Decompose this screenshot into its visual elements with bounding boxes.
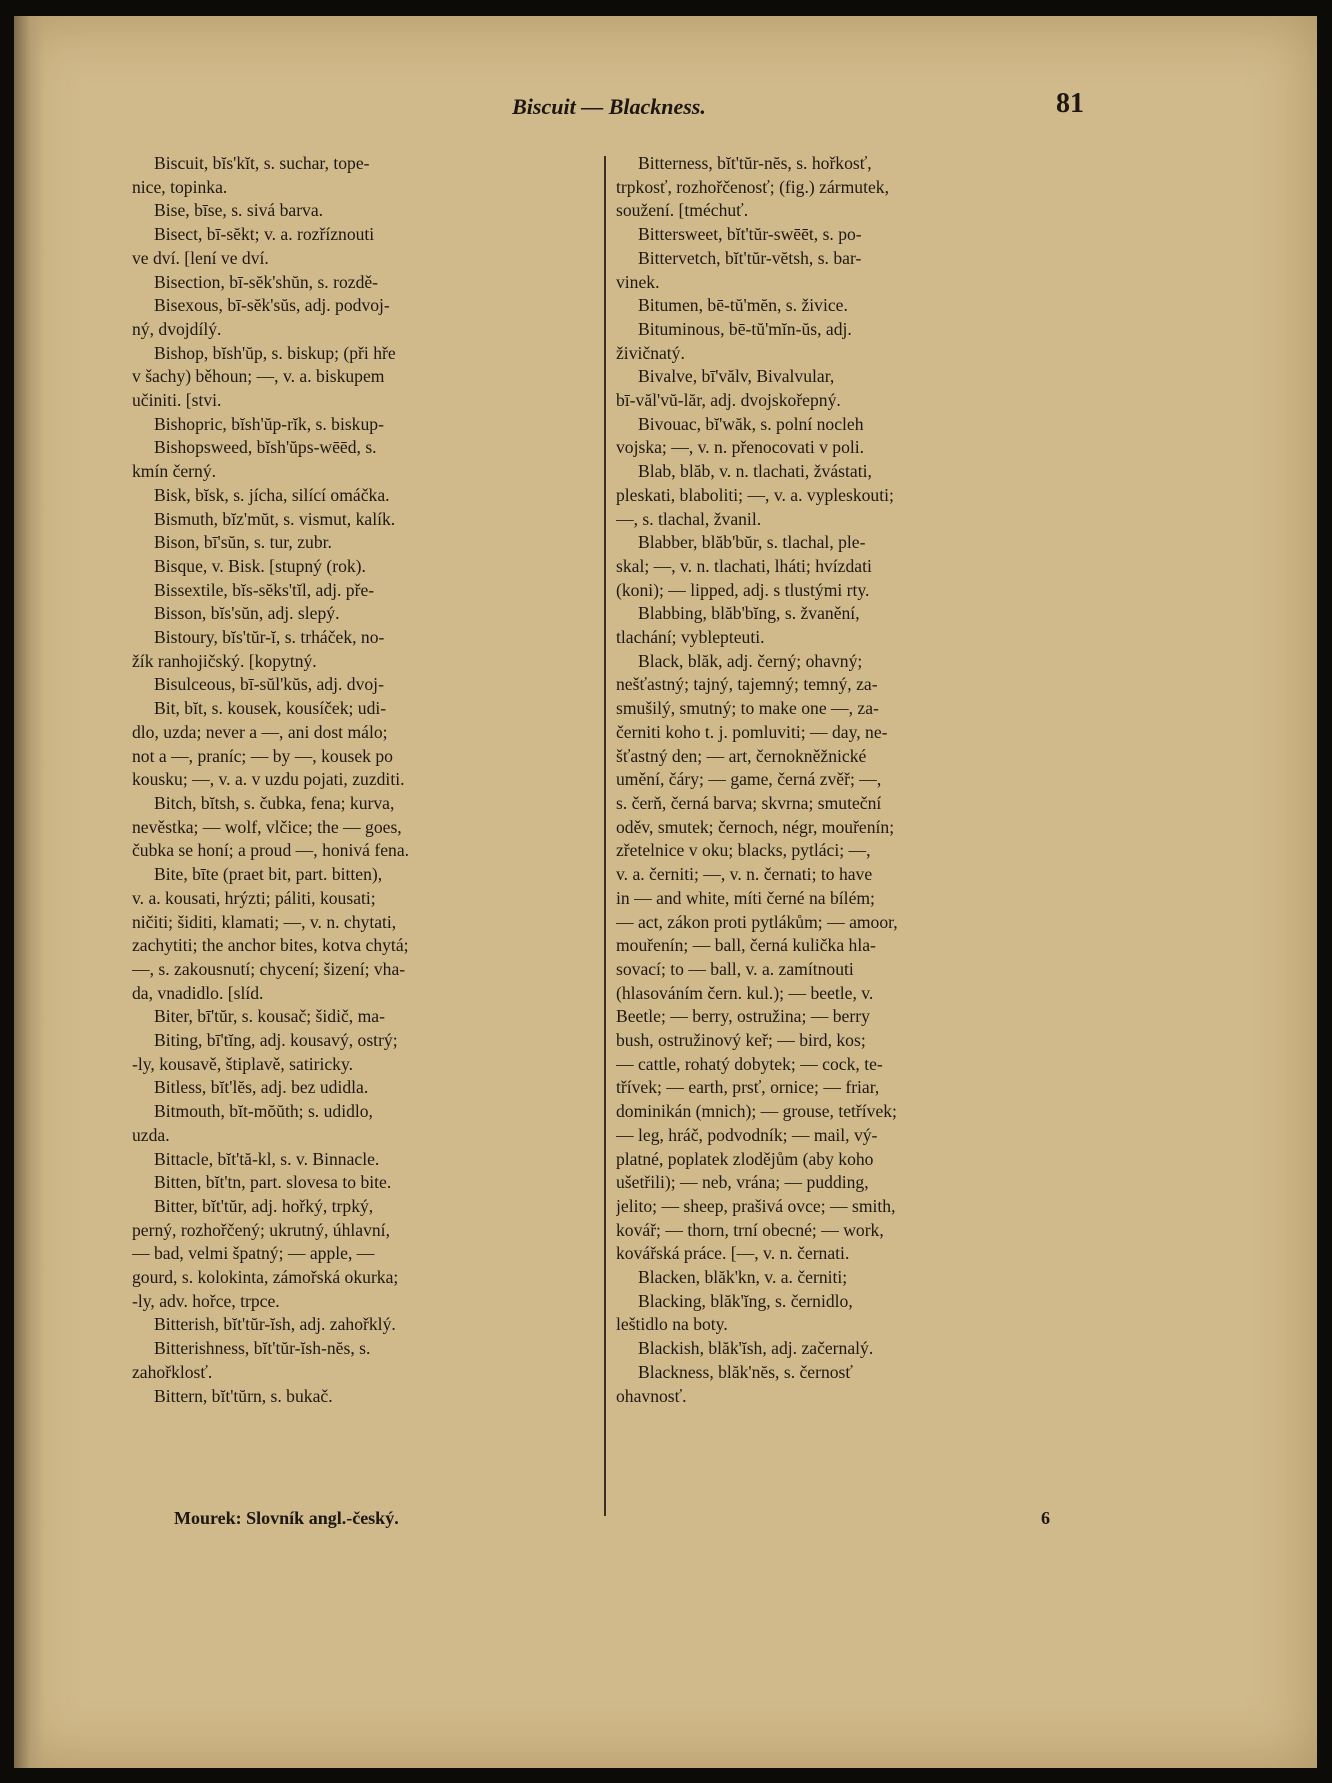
entry-line: -ly, kousavě, štiplavě, satiricky. (132, 1053, 354, 1074)
signature-mark: 6 (1041, 1508, 1050, 1528)
dictionary-page (14, 16, 1317, 1768)
entry-line: ušetřili); — neb, vrána; — pudding, (616, 1172, 869, 1193)
entry-line: nešťastný; tajný, tajemný; temný, za- (616, 674, 878, 695)
entry-line: Bittern, bĭt'tŭrn, s. bukač. (154, 1385, 333, 1406)
entry-line: kousku; —, v. a. v uzdu pojati, zuzditi. (132, 769, 405, 790)
entry-line: Bison, bī'sŭn, s. tur, zubr. (154, 532, 332, 553)
entry-line: bī-văl'vŭ-lăr, adj. dvojskořepný. (616, 390, 841, 411)
dictionary-entry (132, 792, 596, 863)
entry-line: — cattle, rohatý dobytek; — cock, te- (616, 1053, 883, 1074)
entry-line: oděv, smutek; černoch, négr, mouřenín; (616, 816, 895, 837)
entry-line: dominikán (mnich); — grouse, tetřívek; (616, 1101, 897, 1122)
dictionary-entry (132, 484, 596, 508)
entry-line: Bisexous, bī-sĕk'sŭs, adj. podvoj- (154, 295, 390, 316)
entry-line: Bivouac, bĭ'wăk, s. polní nocleh (638, 413, 864, 434)
entry-line: Bistoury, bĭs'tŭr-ĭ, s. trháček, no- (154, 627, 385, 648)
dictionary-entry (132, 1385, 596, 1409)
entry-line: ohavnosť. (616, 1385, 687, 1406)
entry-line: živičnatý. (616, 342, 685, 363)
entry-line: mouřenín; — ball, černá kulička hla- (616, 935, 876, 956)
dictionary-entry (132, 1076, 596, 1100)
entry-line: Bishopric, bĭsh'ŭp-rĭk, s. biskup- (154, 413, 384, 434)
dictionary-entry (132, 531, 596, 555)
entry-line: Blab, blăb, v. n. tlachati, žvástati, (638, 461, 872, 482)
entry-line: trpkosť, rozhořčenosť; (fig.) zármutek, (616, 176, 889, 197)
dictionary-entry (132, 508, 596, 532)
entry-line: Beetle; — berry, ostružina; — berry (616, 1006, 870, 1027)
entry-line: Bittersweet, bĭt'tŭr-swēēt, s. po- (638, 224, 862, 245)
dictionary-entry (616, 152, 1078, 223)
dictionary-entry (132, 673, 596, 697)
entry-line: žík ranhojičský. [kopytný. (132, 650, 317, 671)
dictionary-entry (132, 271, 596, 295)
entry-line: Bishopsweed, bĭsh'ŭps-wēēd, s. (154, 437, 377, 458)
entry-line: ný, dvojdílý. (132, 318, 222, 339)
entry-line: bush, ostružinový keř; — bird, kos; (616, 1030, 866, 1051)
entry-line: in — and white, míti černé na bílém; (616, 887, 875, 908)
dictionary-entry (616, 247, 1078, 294)
dictionary-entry (132, 555, 596, 579)
dictionary-entry (616, 365, 1078, 412)
entry-line: platné, poplatek zlodějům (aby koho (616, 1148, 874, 1169)
footer-source: Mourek: Slovník angl.-český. (174, 1508, 399, 1528)
entry-line: nice, topinka. (132, 176, 228, 197)
book-spine-shadow (14, 16, 44, 1768)
entry-line: Biting, bī'tĭng, adj. kousavý, ostrý; (154, 1030, 398, 1051)
entry-line: leštidlo na boty. (616, 1314, 728, 1335)
entry-line: učiniti. [stvi. (132, 390, 222, 411)
entry-line: Bitten, bĭt'tn, part. slovesa to bite. (154, 1172, 392, 1193)
entry-line: zahořklosť. (132, 1361, 213, 1382)
entry-line: -ly, adv. hořce, trpce. (132, 1290, 280, 1311)
entry-line: Bitumen, bē-tŭ'mĕn, s. živice. (638, 295, 848, 316)
entry-line: ničiti; šiditi, klamati; —, v. n. chytati, (132, 911, 397, 932)
dictionary-entry (132, 294, 596, 341)
entry-line: Bit, bĭt, s. kousek, kousíček; udi- (154, 698, 387, 719)
entry-line: —, s. tlachal, žvanil. (616, 508, 762, 529)
entry-line: —, s. zakousnutí; chycení; šizení; vha- (132, 958, 406, 979)
entry-line: Bivalve, bī'vălv, Bivalvular, (638, 366, 835, 387)
dictionary-entry (616, 650, 1078, 1266)
entry-line: Bisection, bī-sĕk'shŭn, s. rozdě- (154, 271, 379, 292)
dictionary-entry (616, 460, 1078, 531)
entry-line: perný, rozhořčený; ukrutný, úhlavní, (132, 1219, 390, 1240)
entry-line: Bittacle, bĭt'tă-kl, s. v. Binnacle. (154, 1148, 380, 1169)
entry-line: zřetelnice v oku; blacks, pytláci; —, (616, 840, 871, 861)
entry-line: umění, čáry; — game, černá zvěř; —, (616, 769, 882, 790)
entry-line: kmín černý. (132, 461, 217, 482)
dictionary-entry (616, 318, 1078, 365)
entry-line: Bise, bīse, s. sivá barva. (154, 200, 324, 221)
entry-line: šťastný den; — art, černokněžnické (616, 745, 867, 766)
entry-line: skal; —, v. n. tlachati, lháti; hvízdati (616, 555, 872, 576)
entry-line: kovářská práce. [—, v. n. černati. (616, 1243, 850, 1264)
dictionary-entry (132, 342, 596, 413)
entry-line: Bitmouth, bĭt-mŏŭth; s. udidlo, (154, 1101, 373, 1122)
dictionary-entry (616, 1361, 1078, 1408)
entry-line: Bite, bīte (praet bit, part. bitten), (154, 864, 383, 885)
entry-line: not a —, praníc; — by —, kousek po (132, 745, 393, 766)
dictionary-entry (132, 1337, 596, 1384)
entry-line: třívek; — earth, prsť, ornice; — friar, (616, 1077, 880, 1098)
dictionary-entry (616, 1337, 1078, 1361)
entry-line: v. a. kousati, hrýzti; páliti, kousati; (132, 887, 376, 908)
dictionary-entry (132, 1029, 596, 1076)
entry-line: Bitterish, bĭt'tŭr-ĭsh, adj. zahořklý. (154, 1314, 396, 1335)
dictionary-entry (132, 199, 596, 223)
entry-line: Bitter, bĭt'tŭr, adj. hořký, trpký, (154, 1195, 374, 1216)
dictionary-entry (132, 626, 596, 673)
dictionary-entry (132, 1195, 596, 1314)
dictionary-entry (132, 1313, 596, 1337)
entry-line: Bisk, bĭsk, s. jícha, silící omáčka. (154, 484, 390, 505)
entry-line: čubka se honí; a proud —, honivá fena. (132, 840, 410, 861)
entry-line: Bitless, bĭt'lĕs, adj. bez udidla. (154, 1077, 369, 1098)
entry-line: s. čerň, černá barva; skvrna; smuteční (616, 792, 882, 813)
entry-line: Biter, bī'tŭr, s. kousač; šidič, ma- (154, 1006, 385, 1027)
entry-line: Bisect, bī-sĕkt; v. a. rozříznouti (154, 224, 375, 245)
entry-line: sovací; to — ball, v. a. zamítnouti (616, 958, 854, 979)
entry-line: Bisson, bĭs'sŭn, adj. slepý. (154, 603, 340, 624)
entry-line: Bissextile, bĭs-sĕks'tĭl, adj. pře- (154, 579, 375, 600)
running-header (134, 88, 1084, 128)
page-number: 81 (1056, 88, 1084, 119)
entry-line: (koni); — lipped, adj. s tlustými rty. (616, 579, 870, 600)
entry-line: (hlasováním čern. kul.); — beetle, v. (616, 982, 874, 1003)
entry-line: smušilý, smutný; to make one —, za- (616, 698, 879, 719)
entry-line: Bishop, bĭsh'ŭp, s. biskup; (při hře (154, 342, 396, 363)
entry-line: Bitterness, bĭt'tŭr-nĕs, s. hořkosť, (638, 153, 872, 173)
entry-line: Blabber, blăb'bŭr, s. tlachal, ple- (638, 532, 866, 553)
dictionary-entry (132, 579, 596, 603)
entry-line: Bismuth, bĭz'mŭt, s. vismut, kalík. (154, 508, 396, 529)
entry-line: — bad, velmi špatný; — apple, — (132, 1243, 375, 1264)
dictionary-entry (132, 223, 596, 270)
entry-line: Blacken, blăk'kn, v. a. černiti; (638, 1267, 848, 1288)
dictionary-entry (616, 602, 1078, 649)
entry-line: vinek. (616, 271, 660, 292)
entry-line: ve dví. [lení ve dví. (132, 247, 269, 268)
dictionary-entry (132, 413, 596, 437)
entry-line: Bittervetch, bĭt'tŭr-vĕtsh, s. bar- (638, 247, 862, 268)
entry-line: Blabbing, blăb'bĭng, s. žvanění, (638, 603, 860, 624)
left-column (132, 152, 596, 1408)
column-divider (604, 156, 606, 1516)
entry-line: vojska; —, v. n. přenocovati v poli. (616, 437, 865, 458)
entry-line: soužení. [tméchuť. (616, 200, 749, 221)
entry-line: Biscuit, bĭs'kĭt, s. suchar, tope- (154, 153, 370, 173)
dictionary-entry (132, 1148, 596, 1172)
dictionary-entry (132, 602, 596, 626)
dictionary-entry (132, 697, 596, 792)
dictionary-entry (616, 531, 1078, 602)
entry-line: Bitch, bĭtsh, s. čubka, fena; kurva, (154, 792, 395, 813)
dictionary-entry (132, 1005, 596, 1029)
entry-line: černiti koho t. j. pomluviti; — day, ne- (616, 721, 888, 742)
entry-line: dlo, uzda; never a —, ani dost málo; (132, 721, 388, 742)
entry-line: Bitterishness, bĭt'tŭr-ĭsh-nĕs, s. (154, 1338, 371, 1359)
entry-line: Blackish, blăk'ĭsh, adj. začernalý. (638, 1338, 874, 1359)
entry-line: Bituminous, bē-tŭ'mĭn-ŭs, adj. (638, 318, 852, 339)
entry-line: tlachání; vyblepteuti. (616, 627, 765, 648)
right-column (616, 152, 1078, 1408)
entry-line: nevěstka; — wolf, vlčice; the — goes, (132, 816, 402, 837)
dictionary-entry (132, 1171, 596, 1195)
entry-line: da, vnadidlo. [slíd. (132, 982, 264, 1003)
entry-line: v šachy) běhoun; —, v. a. biskupem (132, 366, 385, 387)
entry-line: Black, blăk, adj. černý; ohavný; (638, 650, 863, 671)
dictionary-entry (616, 294, 1078, 318)
entry-line: uzda. (132, 1124, 170, 1145)
entry-line: gourd, s. kolokinta, zámořská okurka; (132, 1267, 399, 1288)
entry-line: kovář; — thorn, trní obecné; — work, (616, 1219, 884, 1240)
entry-line: Bisque, v. Bisk. [stupný (rok). (154, 555, 366, 576)
entry-line: v. a. černiti; —, v. n. černati; to have (616, 864, 873, 885)
entry-line: — act, zákon proti pytlákům; — amoor, (616, 911, 898, 932)
entry-line: zachytiti; the anchor bites, kotva chytá; (132, 935, 409, 956)
dictionary-entry (132, 152, 596, 199)
dictionary-entry (616, 413, 1078, 460)
header-title: Biscuit — Blackness. (512, 94, 706, 119)
dictionary-entry (132, 863, 596, 1005)
entry-line: pleskati, blaboliti; —, v. a. vypleskouti; (616, 484, 894, 505)
dictionary-entry (132, 436, 596, 483)
entry-line: Blacking, blăk'ĭng, s. černidlo, (638, 1290, 853, 1311)
dictionary-entry (616, 223, 1078, 247)
entry-line: — leg, hráč, podvodník; — mail, vý- (616, 1124, 878, 1145)
entry-line: Blackness, blăk'nĕs, s. černosť (638, 1361, 853, 1382)
dictionary-entry (132, 1100, 596, 1147)
dictionary-entry (616, 1266, 1078, 1290)
entry-line: jelito; — sheep, prašivá ovce; — smith, (616, 1195, 896, 1216)
dictionary-entry (616, 1290, 1078, 1337)
entry-line: Bisulceous, bī-sŭl'kŭs, adj. dvoj- (154, 674, 384, 695)
